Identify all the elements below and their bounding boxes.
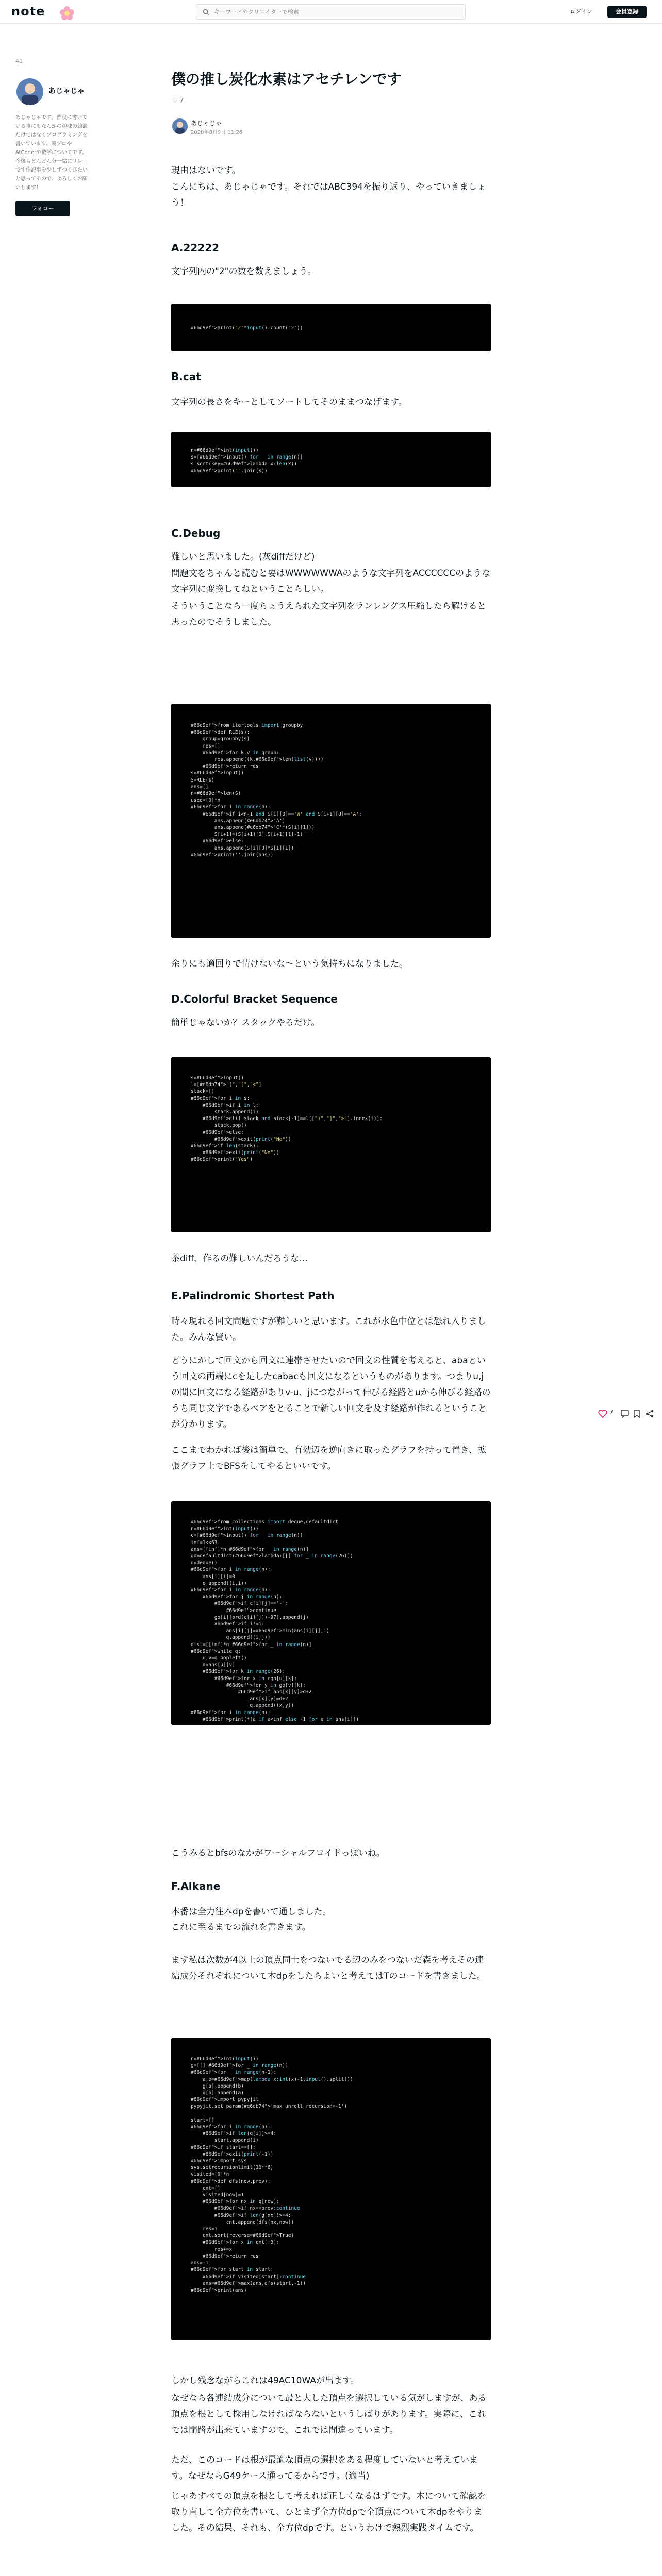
- heading-b: B.cat: [171, 370, 201, 383]
- search-icon: [203, 9, 209, 15]
- text-e3: ここまでわかれば後は簡単で、有効辺を逆向きに取ったグラフを持って置き、拡張グラフ上でBFSをしてやるといいです。: [171, 1445, 486, 1471]
- sidebar-count: 41: [15, 58, 23, 64]
- text-c1: 難しいと思いました。(灰diffだけど): [171, 552, 315, 562]
- author-avatar[interactable]: [172, 118, 188, 134]
- code-e: #66d9ef">from collections import deque,defaultdict n=#66d9ef">int(input()) c=[#66d9ef">input() for _ in range(n)] inf=1<<63 ans=[[inf]*n #66d9ef">for _ in range(n)] go=defaultdict(#66d9ef">lambda:[[] for _ in range(26)]) q=deque() #66d9ef">for i in range(n): ans[i][i]=0 q.append((i,i)) #66d9ef">for i in range(n): #66d9ef">for j in range(n): #66d9ef">if c[i][j]=='-': #66d9ef">continue go[i][ord(c[i][j])-97].append(j) #66d9ef">if i!=j: ans[i][j]=#66d9ef">min(ans[i][j],1) q.append((i,j)) dist=[[inf]*n #66d9ef">for _ in range(n)] #66d9ef">while q: u,v=q.popleft() d=ans[u][v] #66d9ef">for k in range(26): #66d9ef">for x in rgo[u][k]: #66d9ef">for y in go[v][k]: #66d9ef">if ans[x][y]>d+2: ans[x][y]=d+2 q.append((x,y)) #66d9ef">for i in range(n): #66d9ef">print(*[a if a<inf else -1 for a in ans[i]]): [191, 1519, 359, 1722]
- text-d: 簡単じゃないか？スタックやるだけ。: [171, 1018, 320, 1028]
- heading-f: F.Alkane: [171, 1880, 221, 1892]
- comment-icon[interactable]: [621, 1410, 629, 1418]
- float-like-count: 7: [609, 1409, 614, 1416]
- code-block-d: [171, 1057, 491, 1232]
- text-b: 文字列の長さをキーとしてソートしてそのままつなげます。: [171, 397, 407, 408]
- login-button[interactable]: ログイン: [570, 8, 592, 15]
- text-c-after: 余りにも適回りで情けないな〜という気持ちになりました。: [171, 959, 408, 969]
- top-header: [0, 0, 662, 24]
- code-d: s=#66d9ef">input() l=[#e6db74">"(","[","<"] stack=[] #66d9ef">for i in s: #66d9ef">if i in l: stack.append(i) #66d9ef">elif stack and stack[-1]==l[[")","]",">"].index(i)]: stack.pop() #66d9ef">else: #66d9ef">exit(print("No")) #66d9ef">if len(stack): #66d9ef">exit(print("No")) #66d9ef">print("Yes"): [191, 1075, 383, 1163]
- text-f1: 本番は全力往本dpを書いて通しました。: [171, 1907, 332, 1917]
- like-count: 7: [179, 97, 184, 104]
- text-c2: 問題文をちゃんと読むと要はWWWWWWAのような文字列をACCCCCCのような文字列に変換してねということらしい。: [171, 568, 491, 595]
- sidebar-bio: あじゃじゃです。普段に書いている事にもなんかの趣味の雑談だけではなくプログラミングを書いています。競プロやAtCoderや数学についてです。今後もどんどん分一緒にリレーです作記事を少しずつくびたいと思ってるので、よろしくお願いします！: [15, 115, 88, 191]
- flower-icon: [58, 4, 76, 23]
- publish-date: 2020年8月9日 11:26: [191, 130, 243, 135]
- share-icon[interactable]: [646, 1410, 654, 1418]
- text-d-after: 茶diff、作るの難しいんだろうな…: [171, 1253, 308, 1264]
- article-title: 僕の推し炭化水素はアセチレンです: [171, 71, 402, 88]
- follow-button[interactable]: [15, 201, 70, 216]
- heading-a: A.22222: [171, 242, 220, 254]
- code-f: n=#66d9ef">int(input()) g=[[] #66d9ef">for _ in range(n)] #66d9ef">for _ in range(n-1): a,b=#66d9ef">map(lambda x:int(x)-1,input().split()) g[a].append(b) g[b].append(a) #66d9ef">import pypyjit pypyjit.set_param(#e6db74">'max_unroll_recursion=-1') start=[] #66d9ef">for i in range(n): #66d9ef">if len(g[i])>=4: start.append(i) #66d9ef">if start==[]: #66d9ef">exit(print(-1)) #66d9ef">import sys sys.setrecursionlimit(10**6) visited=[0]*n #66d9ef">def dfs(now,prev): cnt=[] visited[now]=1 #66d9ef">for nx in g[now]: #66d9ef">if nx==prev:continue #66d9ef">if len(g[nx])>=4: cnt.append(dfs(nx,now)) res=1 cnt.sort(reverse=#66d9ef">True) #66d9ef">for x in cnt[:3]: res+=x #66d9ef">return res ans=-1 #66d9ef">for start in start: #66d9ef">if visited[start]:continue ans=#66d9ef">max(ans,dfs(start,-1)) #66d9ef">print(ans): [191, 2056, 353, 2293]
- note-logo[interactable]: note: [11, 4, 45, 19]
- intro-1: 現由はないです。: [171, 165, 241, 176]
- text-a: 文字列内の"2"の数を数えましょう。: [171, 266, 317, 277]
- text-f4: しかし残念ながらこれは49AC10WAが出ます。: [171, 2376, 359, 2386]
- code-block-b: [171, 432, 491, 487]
- author-name[interactable]: あじゃじゃ: [191, 120, 222, 127]
- bookmark-icon[interactable]: [633, 1410, 640, 1418]
- search-box[interactable]: [196, 4, 466, 20]
- sidebar-avatar[interactable]: [16, 78, 43, 105]
- text-e-after: こうみるとbfsのなかがワーシャルフロイドっぽいね。: [171, 1848, 385, 1858]
- text-e1: 時々現れる回文問題ですが難しいと思います。これが水色中位とは恐れ入りました。みんな賢い。: [171, 1316, 486, 1343]
- text-c3: そういうことなら一度ちょうえられた文字列をランレングス圧縮したら解けると思ったのでそうしました。: [171, 601, 486, 628]
- follow-label: フォロー: [31, 205, 54, 212]
- text-f5: なぜなら各連結成分について最と大した頂点を選択している気がしますが、ある頂点を根として採用しなければならないというしばりがあります。実際に、これでは閉路が出来ていますので、これでは間違っています。: [171, 2393, 487, 2435]
- signup-button[interactable]: 会員登録: [607, 6, 647, 18]
- code-block-a: [171, 304, 491, 351]
- code-b: n=#66d9ef">int(input()) s=[#66d9ef">input() for _ in range(n)] s.sort(key=#66d9ef">lambda x:len(x)) #66d9ef">print("".join(s)): [191, 448, 303, 474]
- text-f6: ただ、このコードは根が最適な頂点の選択をある程度していないと考えています。なぜならG49ケース通ってるからです。(適当): [171, 2455, 478, 2481]
- heart-icon[interactable]: [598, 1410, 607, 1418]
- intro-2: こんにちは、あじゃじゃです。それではABC394を振り返り、やっていきましょう！: [171, 182, 486, 208]
- heading-c: C.Debug: [171, 527, 221, 539]
- search-input[interactable]: [214, 7, 456, 17]
- heading-e: E.Palindromic Shortest Path: [171, 1290, 335, 1302]
- code-block-f: [171, 2038, 491, 2340]
- text-f7: じゃあすべての頂点を根として考えれば正しくなるはずです。木について確認を取り直して全方位を書いて、ひとまず全方位dpで全頂点について木dpをやりました。その結果、それも、全方位dpです。というわけで熱烈実践タイムです。: [171, 2491, 486, 2533]
- sidebar-name[interactable]: あじゃじゃ: [48, 87, 85, 95]
- text-e2: どうにかして回文から回文に連帯させたいので回文の性質を考えると、abaという回文の両端にcを足したcabacも回文になるというものがあります。つまりu,jの間に回文になる経路がありv-u、jにつながって伸びる経路とuから伸びる経路のうち同じ文字であるペアをとることで新しい回文を及す経路が作れるということが分かります。: [171, 1355, 491, 1430]
- code-a: #66d9ef">print("2"*input().count("2")): [191, 325, 303, 331]
- code-c: #66d9ef">from itertools import groupby #66d9ef">def RLE(s): group=groupby(s) res=[] #66d9ef">for k,v in group: res.append((k,#66d9ef">len(list(v)))) #66d9ef">return res s=#66d9ef">input() S=RLE(s) ans=[] n=#66d9ef">len(S) used=[0]*n #66d9ef">for i in range(n): #66d9ef">if i<n-1 and S[i][0]=='W' and S[i+1][0]=='A': ans.append(#e6db74">'A') ans.append(#e6db74">'C'*(S[i][1])) S[i+1]=(S[i+1][0],S[i+1][1]-1) #66d9ef">else: ans.append(S[i][0]*S[i][1]) #66d9ef">print(''.join(ans)): [191, 723, 362, 858]
- text-f2: これに至るまでの流れを書きます。: [171, 1922, 311, 1933]
- code-block-e: [171, 1501, 491, 1725]
- code-block-c: [171, 704, 491, 938]
- text-f3: まず私は次数が4以上の頂点同士をつないでる辺のみをつないだ森を考えその連結成分それぞれについて木dpをしたらよいと考えてはTのコードを書きました。: [171, 1955, 486, 1981]
- heading-d: D.Colorful Bracket Sequence: [171, 993, 338, 1005]
- like-count-top[interactable]: ♡ 7: [172, 97, 184, 104]
